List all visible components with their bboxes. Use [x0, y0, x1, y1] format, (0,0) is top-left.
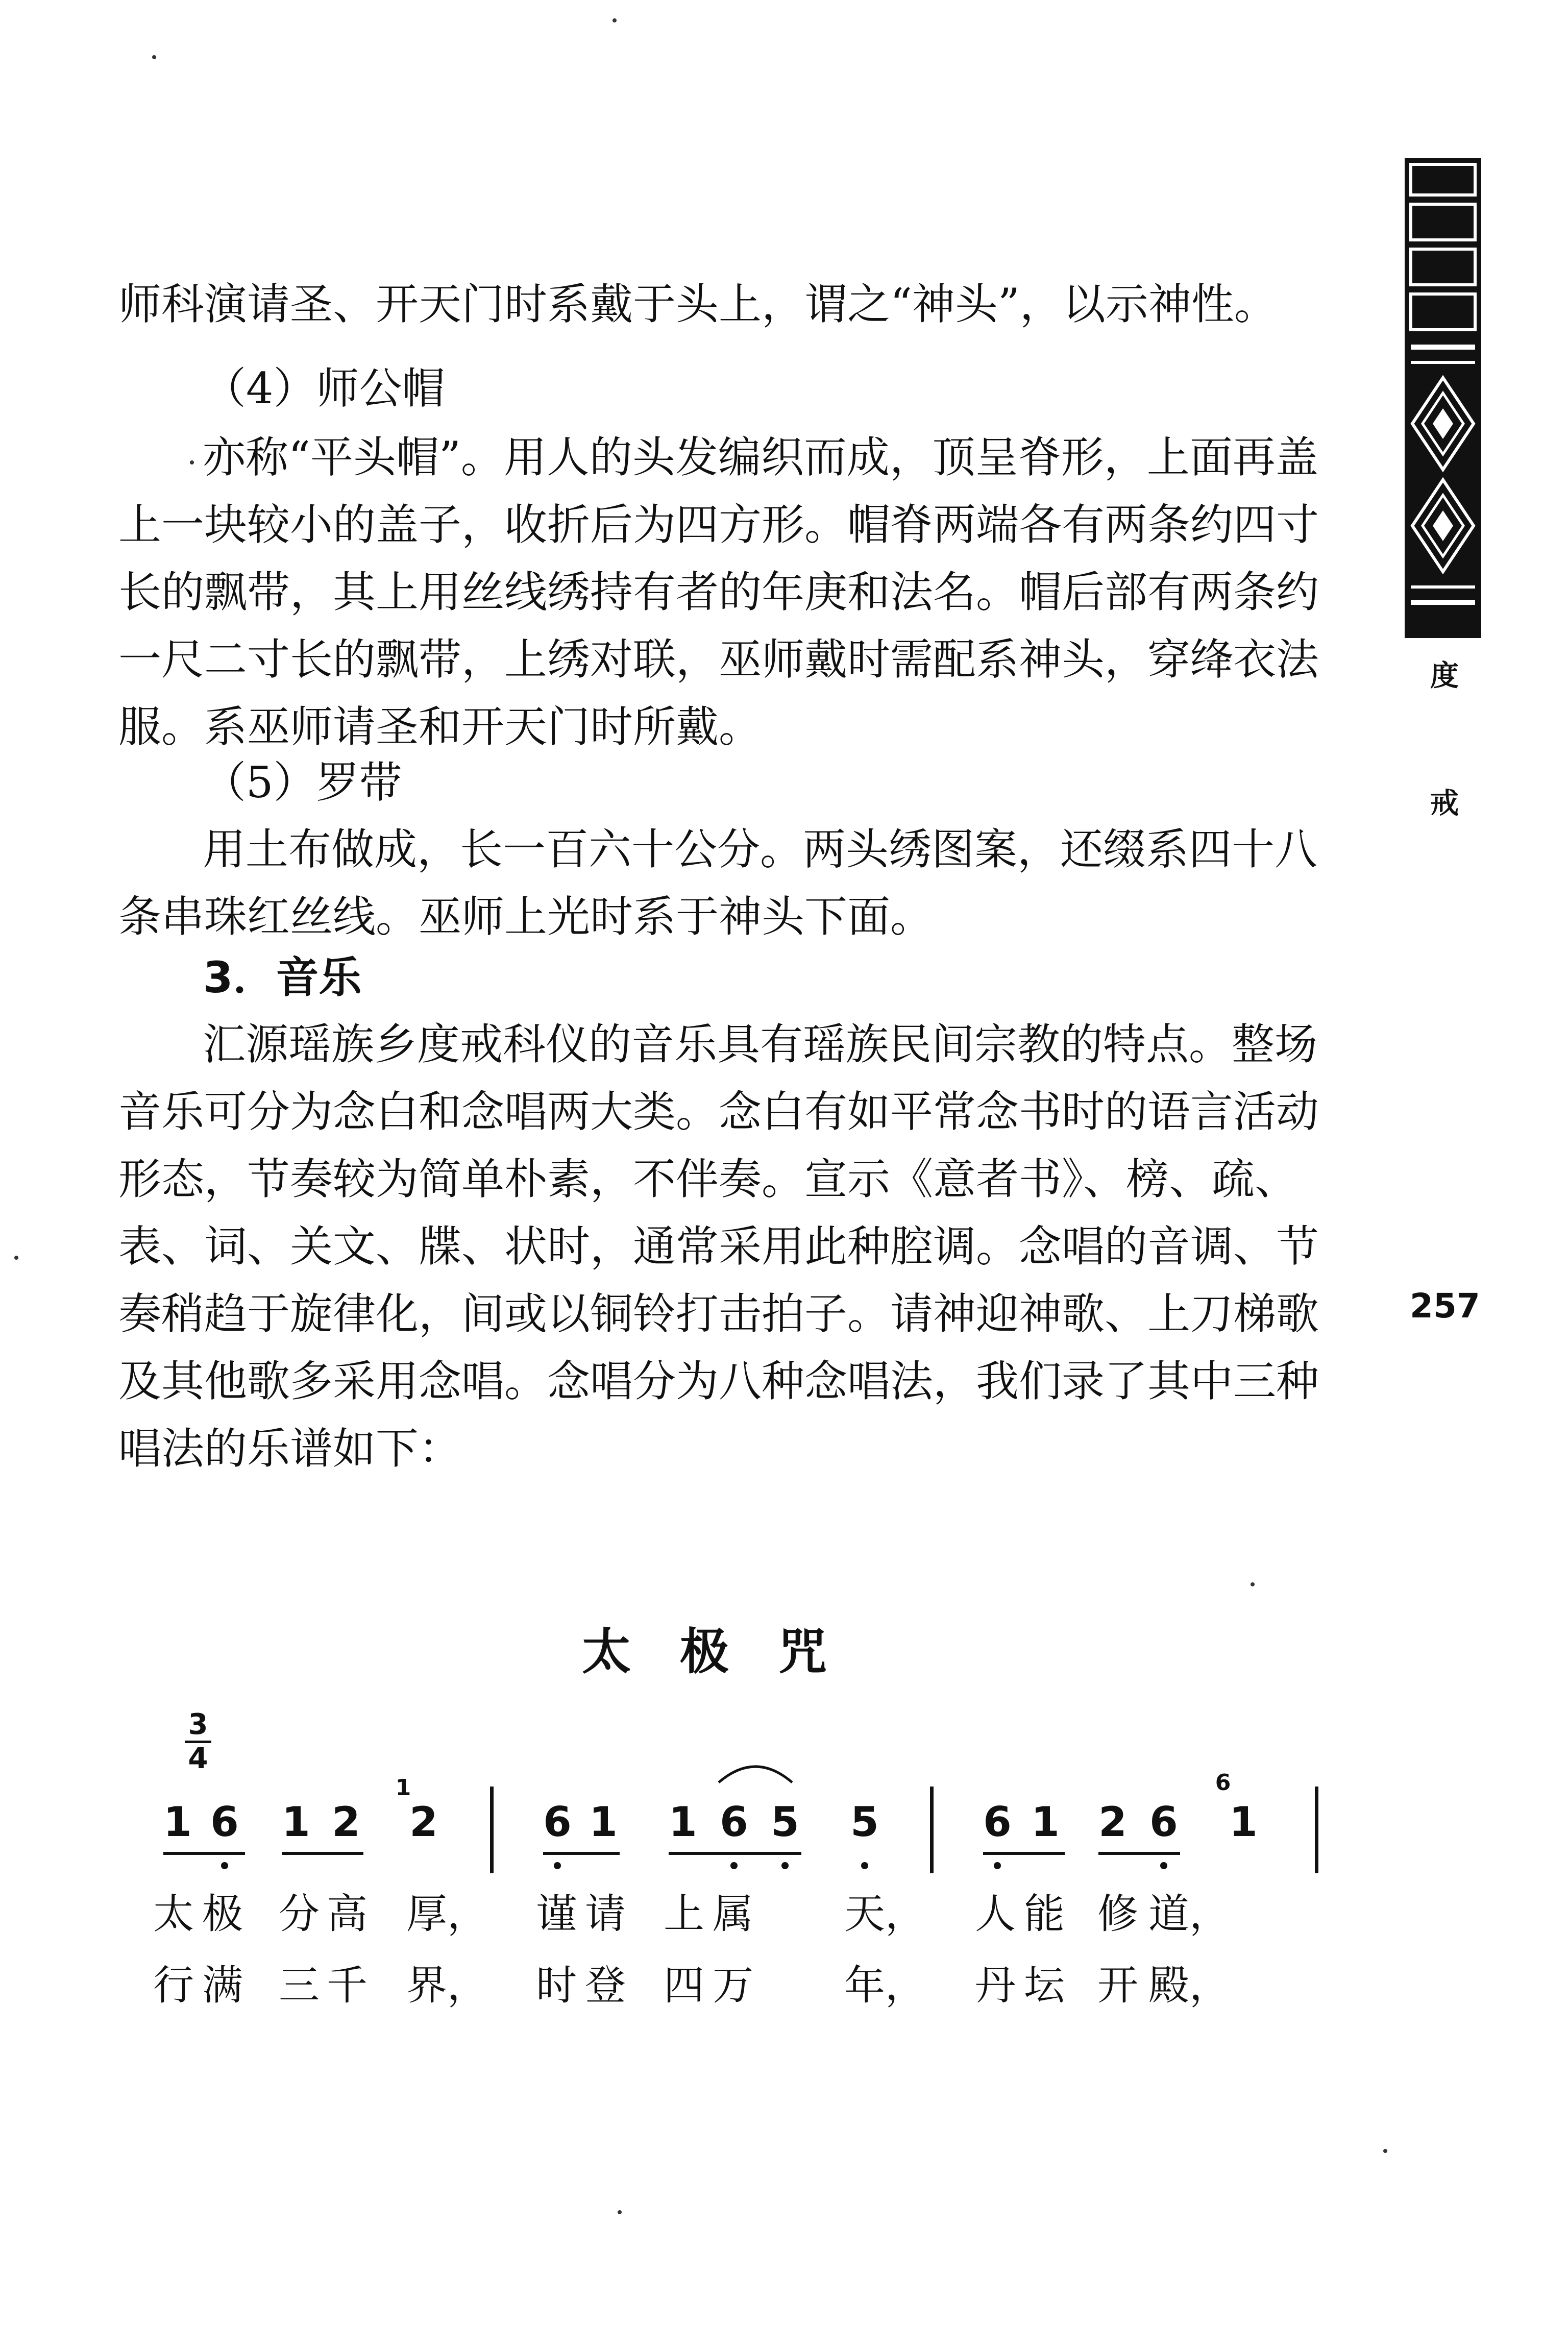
grace-note: 6	[1215, 1770, 1231, 1796]
lyric: 天，	[844, 1890, 926, 1938]
beam	[983, 1852, 1065, 1855]
time-signature	[183, 1710, 213, 1774]
side-label-jie: 戒	[1430, 787, 1459, 820]
lyric: 人	[975, 1890, 1016, 1938]
heading-shigongmao: （4）师公帽	[203, 363, 445, 413]
note: 6	[1149, 1798, 1178, 1846]
note: 1	[1229, 1798, 1258, 1846]
lyric: 登	[585, 1962, 626, 2009]
note: 1	[669, 1798, 697, 1846]
octave-dot	[781, 1862, 789, 1869]
paragraph-shigongmao: 亦称“平头帽”。用人的头发编织而成，顶呈脊形，上面再盖上一块较小的盖子，收折后为四方形。帽脊两端各有两条约四寸长的飘带，其上用丝线绣持有者的年庚和法名。帽后部有两条约一尺二寸长的飘带，上绣对联，巫师戴时需配系神头，穿绛衣法服。系巫师请圣和开天门时所戴。	[118, 432, 1319, 752]
octave-dot	[554, 1862, 561, 1869]
lyric: 修	[1097, 1890, 1138, 1938]
note: 5	[771, 1798, 799, 1846]
lyric: 满	[202, 1962, 243, 2009]
beam	[1098, 1852, 1180, 1855]
octave-dot	[861, 1862, 868, 1869]
lyric: 请	[585, 1890, 626, 1938]
lyric: 千	[327, 1962, 368, 2009]
scan-speck	[1383, 2149, 1387, 2153]
lyric: 年，	[844, 1962, 926, 2009]
note: 1	[163, 1798, 192, 1846]
paragraph-music: 汇源瑶族乡度戒科仪的音乐具有瑶族民间宗教的特点。整场音乐可分为念白和念唱两大类。念白有如平常念书时的语言活动形态，节奏较为简单朴素，不伴奏。宣示《意者书》、榜、疏、表、词、关文、牒、状时，通常采用此种腔调。念唱的音调、节奏稍趋于旋律化，间或以铜铃打击拍子。请神迎神歌、上刀梯歌及其他歌多采用念唱。念唱分为八种念唱法，我们录了其中三种唱法的乐谱如下：	[118, 1019, 1319, 1474]
note: 6	[210, 1798, 239, 1846]
lyric: 坛	[1024, 1962, 1065, 2009]
bar-line	[930, 1787, 934, 1873]
lyric: 开	[1097, 1962, 1138, 2009]
lyric: 分	[279, 1890, 320, 1938]
lyric: 极	[202, 1890, 243, 1938]
side-banner	[1405, 158, 1481, 638]
octave-dot	[994, 1862, 1001, 1869]
banner-pattern-icon	[1405, 158, 1481, 638]
lyric: 行	[153, 1962, 194, 2009]
body-line-1: 师科演请圣、开天门时系戴于头上，谓之“神头”，以示神性。	[118, 279, 1277, 329]
scan-speck	[1251, 1582, 1255, 1586]
heading-luodai: （5）罗带	[203, 757, 402, 808]
paragraph-luodai: 用土布做成，长一百六十公分。两头绣图案，还缀系四十八条串珠红丝线。巫师上光时系于神头下面。	[118, 824, 1318, 942]
lyric: 道，	[1148, 1890, 1230, 1938]
heading-music: 3．音乐	[203, 952, 362, 1002]
lyric: 属	[713, 1890, 753, 1938]
beam	[543, 1852, 620, 1855]
beam	[163, 1852, 245, 1855]
bar-line	[490, 1787, 494, 1873]
lyric: 殿，	[1148, 1962, 1230, 2009]
lyric: 厚，	[406, 1890, 488, 1938]
beam	[669, 1852, 801, 1855]
scan-speck	[618, 2210, 622, 2214]
score-title: 太极咒	[582, 1623, 876, 1680]
lyric: 高	[327, 1890, 368, 1938]
octave-dot	[1160, 1862, 1167, 1869]
page-number: 257	[1410, 1286, 1480, 1326]
time-signature-top: 3	[188, 1708, 208, 1741]
lyric: 四	[664, 1962, 704, 2009]
grace-note: 1	[395, 1775, 411, 1801]
scan-speck	[14, 1256, 18, 1260]
note: 6	[983, 1798, 1012, 1846]
scan-speck	[612, 18, 617, 22]
slur-icon	[715, 1756, 796, 1787]
note: 5	[850, 1798, 879, 1846]
side-label-du: 度	[1430, 659, 1459, 693]
note: 2	[332, 1798, 360, 1846]
note: 1	[1031, 1798, 1060, 1846]
lyric: 三	[279, 1962, 320, 2009]
scan-speck	[190, 460, 194, 464]
lyric: 时	[536, 1962, 577, 2009]
beam	[282, 1852, 363, 1855]
lyric: 谨	[536, 1890, 577, 1938]
note: 1	[589, 1798, 618, 1846]
lyric: 上	[664, 1890, 704, 1938]
lyric: 太	[153, 1890, 194, 1938]
note: 6	[720, 1798, 748, 1846]
note: 6	[543, 1798, 572, 1846]
scan-speck	[152, 55, 156, 59]
time-signature-bottom: 4	[188, 1742, 208, 1775]
lyric: 丹	[975, 1962, 1016, 2009]
lyric: 能	[1024, 1890, 1065, 1938]
octave-dot	[730, 1862, 738, 1869]
lyric: 界，	[406, 1962, 488, 2009]
note: 1	[282, 1798, 310, 1846]
octave-dot	[221, 1862, 228, 1869]
lyric: 万	[713, 1962, 753, 2009]
note: 2	[409, 1798, 438, 1846]
bar-line	[1315, 1787, 1318, 1873]
note: 2	[1098, 1798, 1127, 1846]
